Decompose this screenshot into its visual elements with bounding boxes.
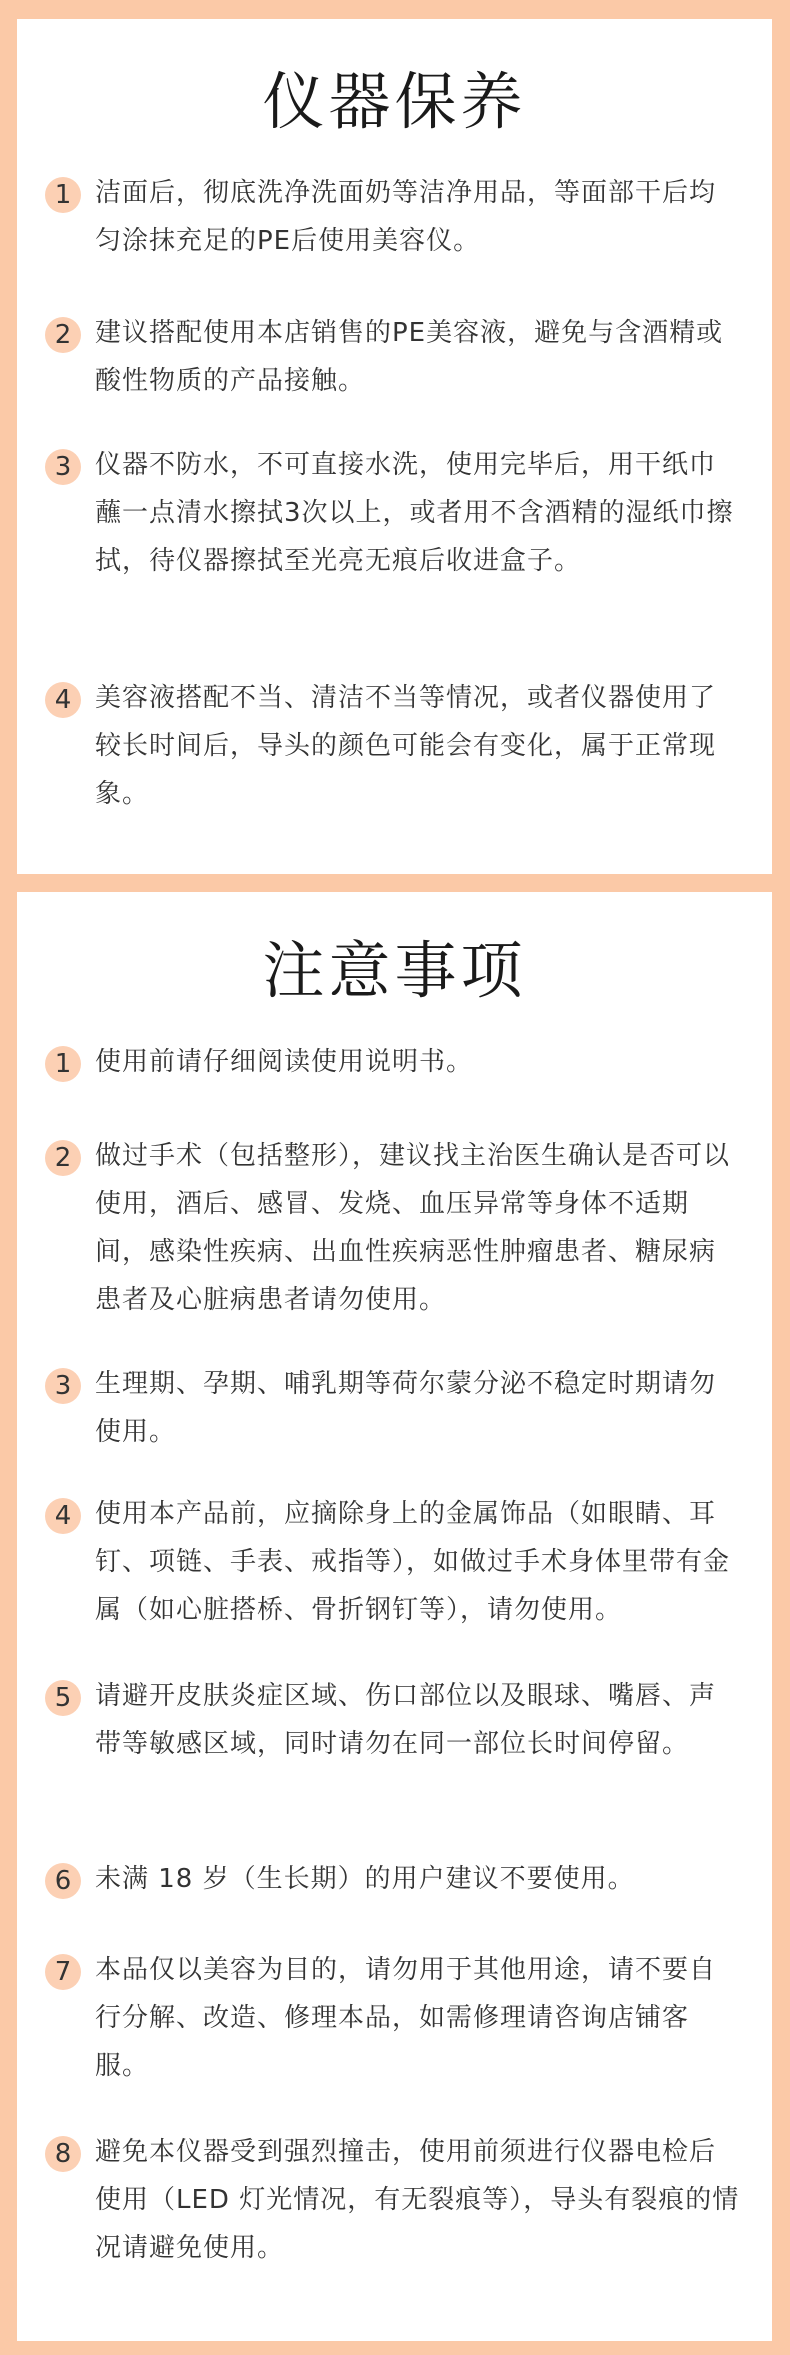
precautions-card	[17, 892, 772, 2341]
item-text: 美容液搭配不当、清洁不当等情况，或者仪器使用了较长时间后，导头的颜色可能会有变化，属于正常现象。	[95, 683, 717, 809]
precaution-item-8	[45, 2128, 742, 2272]
item-text: 使用本产品前，应摘除身上的金属饰品（如眼睛、耳钉、项链、手表、戒指等），如做过手术身体里带有金属（如心脏搭桥、骨折钢钉等），请勿使用。	[95, 1499, 731, 1625]
item-number-badge: 3	[45, 1368, 81, 1404]
maintenance-item-2	[45, 309, 742, 405]
precaution-item-2	[45, 1132, 742, 1324]
item-number-badge: 5	[45, 1680, 81, 1716]
item-number-badge: 4	[45, 682, 81, 718]
item-text: 请避开皮肤炎症区域、伤口部位以及眼球、嘴唇、声带等敏感区域，同时请勿在同一部位长时间停留。	[95, 1681, 717, 1759]
item-text: 建议搭配使用本店销售的PE美容液，避免与含酒精或酸性物质的产品接触。	[95, 318, 724, 396]
item-number-badge: 1	[45, 1046, 81, 1082]
item-number-badge: 7	[45, 1954, 81, 1990]
item-text: 做过手术（包括整形），建议找主治医生确认是否可以使用，酒后、感冒、发烧、血压异常等身体不适期间，感染性疾病、出血性疾病恶性肿瘤患者、糖尿病患者及心脏病患者请勿使用。	[95, 1141, 731, 1315]
item-text: 本品仅以美容为目的，请勿用于其他用途，请不要自行分解、改造、修理本品，如需修理请咨询店铺客服。	[95, 1955, 717, 2081]
maintenance-item-4	[45, 674, 742, 818]
precaution-item-3	[45, 1360, 742, 1456]
item-number-badge: 4	[45, 1498, 81, 1534]
item-text: 生理期、孕期、哺乳期等荷尔蒙分泌不稳定时期请勿使用。	[95, 1369, 717, 1447]
precaution-item-4	[45, 1490, 742, 1634]
precautions-title: 注意事项	[262, 934, 527, 1007]
item-number-badge: 2	[45, 317, 81, 353]
item-number-badge: 6	[45, 1863, 81, 1899]
item-text: 未满 18 岁（生长期）的用户建议不要使用。	[95, 1864, 635, 1894]
item-text: 使用前请仔细阅读使用说明书。	[95, 1047, 474, 1077]
item-number-badge: 2	[45, 1140, 81, 1176]
precaution-item-1	[45, 1038, 742, 1086]
item-text: 洁面后，彻底洗净洗面奶等洁净用品，等面部干后均匀涂抹充足的PE后使用美容仪。	[95, 178, 717, 256]
item-number-badge: 3	[45, 449, 81, 485]
maintenance-card	[17, 19, 772, 874]
precaution-item-6	[45, 1855, 742, 1903]
item-text: 避免本仪器受到强烈撞击，使用前须进行仪器电检后使用（LED 灯光情况，有无裂痕等），导头有裂痕的情况请避免使用。	[95, 2137, 740, 2263]
maintenance-item-3	[45, 441, 742, 585]
maintenance-item-1	[45, 169, 742, 265]
item-number-badge: 1	[45, 177, 81, 213]
maintenance-title: 仪器保养	[262, 65, 527, 138]
item-number-badge: 8	[45, 2136, 81, 2172]
precaution-item-7	[45, 1946, 742, 2090]
item-text: 仪器不防水，不可直接水洗，使用完毕后，用干纸巾蘸一点清水擦拭3次以上，或者用不含酒精的湿纸巾擦拭，待仪器擦拭至光亮无痕后收进盒子。	[95, 450, 734, 576]
precaution-item-5	[45, 1672, 742, 1768]
